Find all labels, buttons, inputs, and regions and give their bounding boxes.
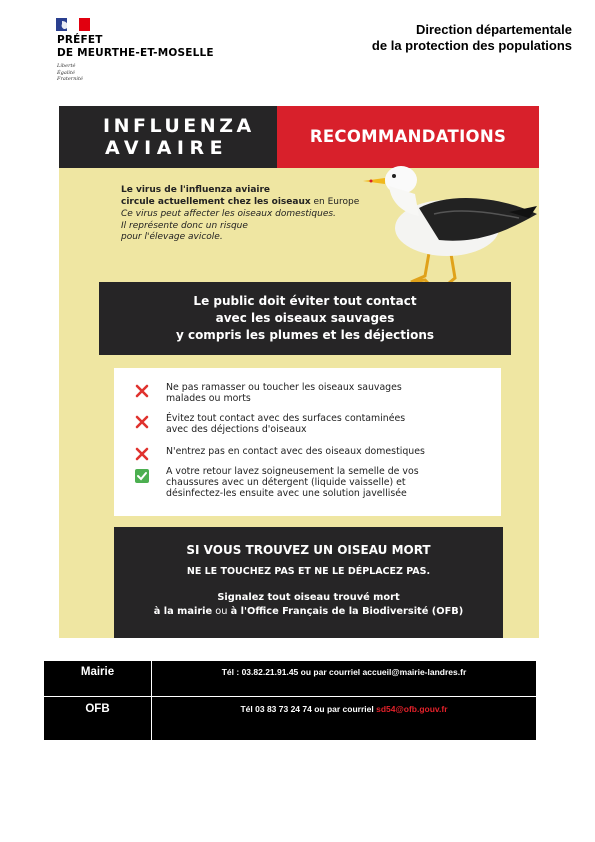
intro-italic-line2: Il représente donc un risque	[121, 220, 248, 231]
title-line2: AVIAIRE	[105, 137, 229, 159]
public-warning-text	[99, 293, 511, 344]
public-line3: y compris les plumes et les déjections	[175, 328, 435, 342]
contact-text-ofb	[152, 704, 536, 714]
dead-bird-report	[114, 591, 503, 619]
contact-text-mairie	[152, 667, 536, 677]
seagull-illustration	[359, 158, 539, 298]
title-banner	[59, 106, 277, 168]
prefet-line1: PRÉFET	[57, 34, 103, 46]
motto	[57, 63, 83, 83]
direction-line2: de la protection des populations	[371, 38, 572, 53]
table-divider	[44, 696, 536, 697]
marianne-logo-icon	[56, 18, 90, 31]
report-mairie: à la mairie	[153, 606, 213, 617]
intro-bold-line1: Le virus de l'influenza aviaire	[121, 185, 271, 195]
influenza-poster	[59, 106, 539, 638]
list-item-line: Ne pas ramasser ou toucher les oiseaux sauvages	[166, 382, 402, 393]
public-line1: Le public doit éviter tout contact	[193, 294, 417, 308]
report-line: Signalez tout oiseau trouvé mort	[217, 592, 400, 603]
contact-ofb-email[interactable]: sd54@ofb.gouv.fr	[376, 704, 448, 714]
direction-title	[372, 22, 572, 54]
intro-bold-line2: circule actuellement chez les oiseaux	[121, 196, 311, 207]
contacts-table	[44, 661, 536, 740]
list-item-line: chaussures avec un détergent (liquide vaisselle) et	[166, 477, 406, 488]
intro-bold-suffix: en Europe	[310, 196, 360, 207]
intro-italic-line3: pour l'élevage avicole.	[121, 232, 223, 242]
list-item-line: désinfectez-les ensuite avec une solution javellisée	[166, 488, 407, 499]
list-item-line: Évitez tout contact avec des surfaces contaminées	[166, 413, 406, 424]
report-or: ou	[212, 606, 231, 617]
contact-name-ofb: OFB	[85, 703, 110, 715]
dead-bird-heading: SI VOUS TROUVEZ UN OISEAU MORT	[186, 543, 431, 557]
cross-icon	[135, 415, 149, 429]
motto-line: Liberté	[57, 63, 76, 69]
public-line2: avec les oiseaux sauvages	[215, 311, 395, 325]
contact-mairie-text: Tél : 03.82.21.91.45 ou par courriel accueil@mairie-landres.fr	[221, 667, 467, 677]
public-warning-box	[99, 282, 511, 355]
prefet-line2: DE MEURTHE-ET-MOSELLE	[57, 47, 214, 59]
list-item-line: avec des déjections d'oiseaux	[166, 424, 307, 435]
cross-icon	[135, 384, 149, 398]
dead-bird-subheading: NE LE TOUCHEZ PAS ET NE LE DÉPLACEZ PAS.	[186, 566, 431, 577]
intro-text	[121, 185, 359, 244]
recommendations-list	[114, 368, 501, 516]
list-item-line: N'entrez pas en contact avec des oiseaux domestiques	[166, 446, 425, 457]
list-item-line: malades ou morts	[166, 393, 251, 404]
direction-line1: Direction départementale	[415, 22, 572, 37]
contact-ofb-text: Tél 03 83 73 24 74 ou par courriel	[240, 704, 377, 714]
report-ofb: à l'Office Français de la Biodiversité (OFB)	[230, 606, 464, 617]
prefet-title	[57, 34, 214, 60]
cross-icon	[135, 447, 149, 461]
dead-bird-box	[114, 527, 503, 638]
contact-name-mairie: Mairie	[80, 666, 115, 678]
motto-line: Fraternité	[57, 76, 83, 82]
check-icon	[135, 469, 149, 483]
motto-line: Égalité	[57, 69, 75, 76]
recommandations-title: RECOMMANDATIONS	[309, 127, 507, 146]
title-line1: INFLUENZA	[103, 115, 255, 137]
list-item-line: A votre retour lavez soigneusement la semelle de vos	[166, 466, 419, 477]
intro-italic-line1: Ce virus peut affecter les oiseaux domestiques.	[121, 209, 336, 219]
